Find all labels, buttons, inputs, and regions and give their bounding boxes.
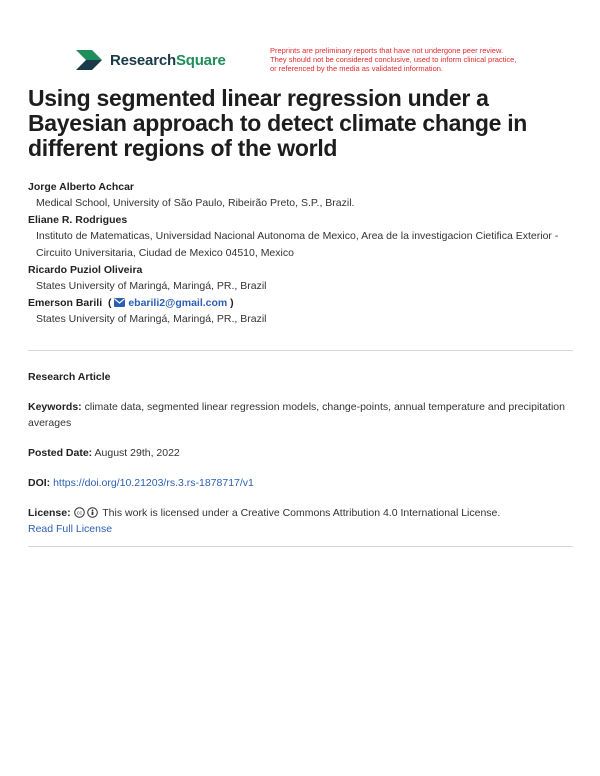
doi: DOI: https://doi.org/10.21203/rs.3.rs-1878717/v1: [28, 477, 254, 489]
preprint-notice: Preprints are preliminary reports that have not undergone peer review. They should not be considered conclusive, used to inform clinical practice, or referenced by the media as validated information.: [270, 46, 517, 73]
envelope-icon: [114, 298, 125, 307]
author-affiliation: States University of Maringá, Maringá, PR., Brazil: [36, 280, 267, 292]
research-square-logo[interactable]: [74, 48, 226, 72]
article-type: Research Article: [28, 371, 111, 383]
paper-title: Using segmented linear regression under a Bayesian approach to detect climate change in different regions of the world: [28, 85, 528, 161]
logo-text: ResearchSquare: [110, 51, 226, 69]
cc-icon: [74, 507, 85, 518]
doi-link[interactable]: https://doi.org/10.21203/rs.3.rs-1878717/v1: [53, 477, 254, 489]
license: License: cc This work is licensed under a Creative Commons Attribution 4.0 International License. Read Full License: [28, 507, 501, 535]
posted-date: Posted Date: August 29th, 2022: [28, 447, 180, 459]
author-affiliation: Instituto de Matematicas, Universidad Nacional Autonoma de Mexico, Area de la investigacion Cietifica Exterior - Circuito Universitaria, Ciudad de Mexico 04510, Mexico: [36, 230, 559, 259]
author-affiliation: States University of Maringá, Maringá, PR., Brazil: [36, 313, 267, 325]
author-list: [28, 180, 573, 329]
divider: [28, 546, 573, 547]
read-full-license-link[interactable]: Read Full License: [28, 523, 113, 535]
cc-by-icon: [87, 507, 98, 518]
divider: [28, 350, 573, 351]
author-affiliation: Medical School, University of São Paulo, Ribeirão Preto, S.P., Brazil.: [36, 197, 355, 209]
author-email-link[interactable]: ebarili2@gmail.com: [128, 297, 228, 309]
research-square-logo-icon: [74, 48, 104, 72]
header: [74, 46, 574, 76]
keywords: Keywords: climate data, segmented linear regression models, change-points, annual temperature and precipitation averages: [28, 401, 565, 429]
author-name: Eliane R. Rodrigues: [28, 214, 128, 226]
svg-text:cc: cc: [76, 510, 82, 517]
author-name-with-email: Emerson Barili ( ebarili2@gmail.com ): [28, 297, 234, 309]
author-name: Jorge Alberto Achcar: [28, 181, 134, 193]
author-name: Ricardo Puziol Oliveira: [28, 264, 143, 276]
